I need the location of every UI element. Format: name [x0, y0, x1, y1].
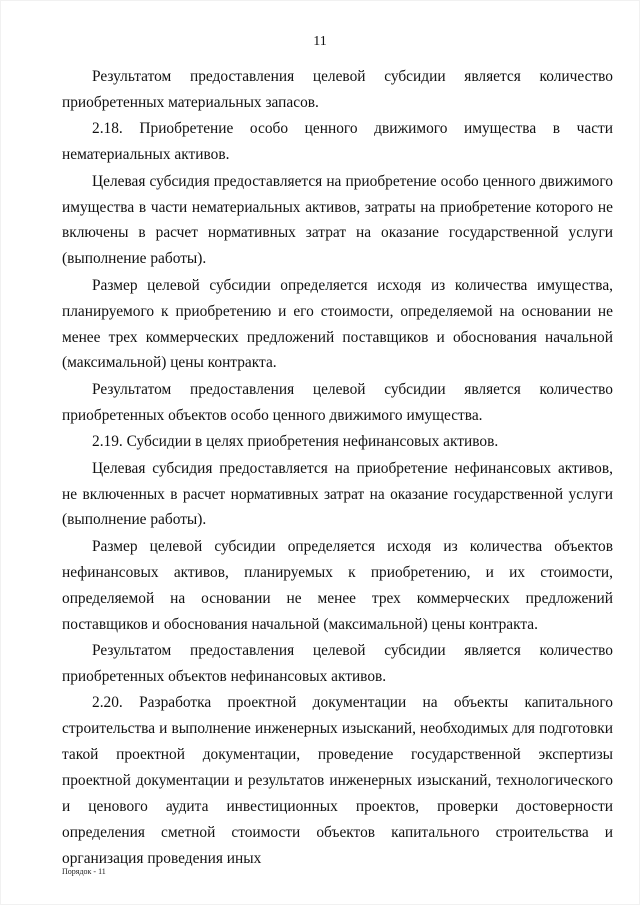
paragraph-subsidy-size-nonfinancial: Размер целевой субсидии определяется исходя из количества объектов нефинансовых активов, планируемых к приобретению, и их стоимости, определяемой на основании не менее трех коммерческих предложений поставщиков и обоснования начальной (максимальной) цены контракта.: [62, 537, 613, 633]
paragraph-subsidy-nonfinancial-assets: Целевая субсидия предоставляется на приобретение нефинансовых активов, не включенных в расчет нормативных затрат на оказание государственной услуги (выполнение работы).: [62, 459, 613, 529]
paragraph-result-material-stocks: Результатом предоставления целевой субсидии является количество приобретенных материальных запасов.: [62, 68, 613, 111]
page-number: 11: [313, 34, 327, 49]
section-heading-2-18: 2.18. Приобретение особо ценного движимого имущества в части нематериальных активов.: [62, 120, 613, 164]
section-heading-2-19: 2.19. Субсидии в целях приобретения нефинансовых активов.: [92, 433, 499, 451]
section-heading-2-20: 2.20. Разработка проектной документации на объекты капитального строительства и выполнение инженерных изысканий, необходимых для подготовки такой проектной документации, проведение государственной экспертизы проектной документации и результатов инженерных изысканий, технологического и ценового аудита инвестиционных проектов, проверки достоверности определения сметной стоимости объектов капитального строительства и организация проведения иных: [62, 694, 613, 867]
document-body: [62, 64, 613, 872]
paragraph-result-nonfinancial-assets: Результатом предоставления целевой субсидии является количество приобретенных объектов нефинансовых активов.: [62, 641, 613, 685]
paragraph-result-valuable-property: Результатом предоставления целевой субсидии является количество приобретенных объектов особо ценного движимого имущества.: [62, 380, 613, 424]
paragraph-subsidy-intangible-assets: Целевая субсидия предоставляется на приобретение особо ценного движимого имущества в части нематериальных активов, затраты на приобретение которого не включены в расчет нормативных затрат на оказание государственной услуги (выполнение работы).: [62, 172, 613, 268]
paragraph-subsidy-size-property: Размер целевой субсидии определяется исходя из количества имущества, планируемого к приобретению и его стоимости, определяемой на основании не менее трех коммерческих предложений поставщиков и обоснования начальной (максимальной) цены контракта.: [62, 276, 613, 372]
document-footer: Порядок - 11: [62, 867, 106, 876]
